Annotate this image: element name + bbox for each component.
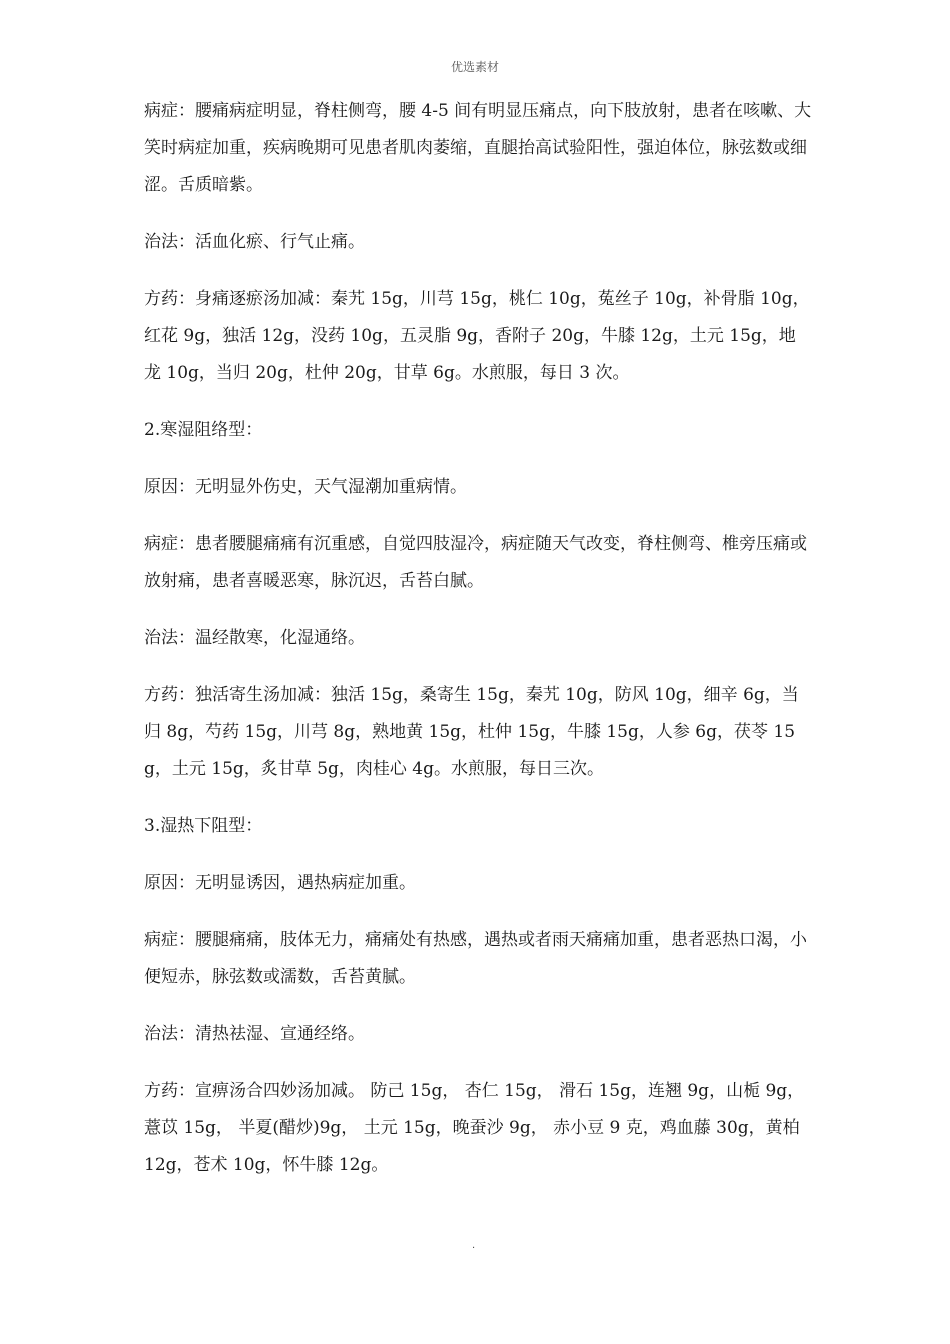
paragraph-prescription-1: 方药：身痛逐瘀汤加减：秦艽 15g，川芎 15g，桃仁 10g，菟丝子 10g，补骨脂 10g，红花 9g，独活 12g，没药 10g，五灵脂 9g，香附子 20g，牛膝 12g，土元 15g，地龙 10g，当归 20g，杜仲 20g，甘草 6g。水煎服，每日 3 次。 [144,289,810,383]
paragraph-symptoms-1: 病症：腰痛病症明显，脊柱侧弯，腰 4-5 间有明显压痛点，向下肢放射，患者在咳嗽、大笑时病症加重，疾病晚期可见患者肌肉萎缩，直腿抬高试验阳性，强迫体位，脉弦数或细涩。舌质暗紫。 [144,101,812,195]
paragraph-symptoms-2: 病症：患者腰腿痛痛有沉重感，自觉四肢湿冷，病症随天气改变，脊柱侧弯、椎旁压痛或放射痛，患者喜暖恶寒，脉沉迟，舌苔白腻。 [144,534,807,591]
paragraph-cause-3: 原因：无明显诱因，遇热病症加重。 [144,873,416,893]
paragraph-symptoms-3: 病症：腰腿痛痛，肢体无力，痛痛处有热感，遇热或者雨天痛痛加重，患者恶热口渴，小便短赤，脉弦数或濡数，舌苔黄腻。 [144,930,807,987]
paragraph-prescription-3: 方药：宣痹汤合四妙汤加减。 防己 15g， 杏仁 15g， 滑石 15g，连翘 9g，山栀 9g， 薏苡 15g， 半夏(醋炒)9g， 土元 15g，晚蚕沙 9g， 赤小豆 9 克，鸡血藤 30g，黄柏 12g，苍术 10g，怀牛膝 12g。 [144,1081,810,1175]
paragraph-treatment-2: 治法：温经散寒，化湿通络。 [144,628,365,648]
document-body [144,93,812,1204]
paragraph-treatment-3: 治法：清热祛湿、宣通经络。 [144,1024,365,1044]
page-header: 优选素材 [450,60,499,74]
paragraph-prescription-2: 方药：独活寄生汤加减：独活 15g，桑寄生 15g，秦艽 10g，防风 10g，细辛 6g，当归 8g，芍药 15g，川芎 8g，熟地黄 15g，杜仲 15g，牛膝 15g，人参 6g，茯苓 15g，土元 15g，炙甘草 5g，肉桂心 4g。水煎服，每日三次。 [144,685,799,779]
paragraph-cause-2: 原因：无明显外伤史，天气湿潮加重病情。 [144,477,467,497]
section-heading-cold-damp: 2.寒湿阻络型： [144,420,263,440]
section-heading-damp-heat: 3.湿热下阻型： [144,816,263,836]
paragraph-treatment-1: 治法：活血化瘀、行气止痛。 [144,232,365,252]
page-footer-dot: . [472,1240,476,1251]
